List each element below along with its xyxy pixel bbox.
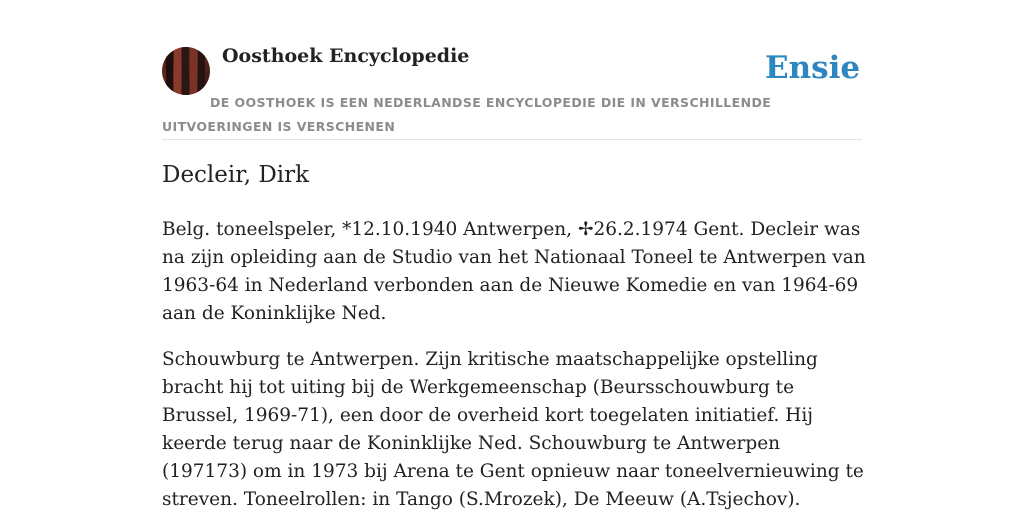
site-tagline: DE OOSTHOEK IS EEN NEDERLANDSE ENCYCLOPEDIE DIE IN VERSCHILLENDE UITVOERINGEN IS VERSCHENEN [162,95,772,134]
article-title: Decleir, Dirk [162,162,310,188]
header-divider [162,139,862,140]
article-paragraph: Schouwburg te Antwerpen. Zijn kritische maatschappelijke opstelling bracht hij tot uiting bij de Werkgemeenschap (Beursschouwburg te Brussel, 1969-71), een door de overheid kort toegelaten initiatief. Hij keerde terug naar de Koninklijke Ned. Schouwburg te Antwerpen (197173) om in 1973 bij Arena te Gent opnieuw naar toneelvernieuwing te streven. Toneelrollen: in Tango (S.Mrozek), De Meeuw (A.Tsjechov). [162,349,864,510]
encyclopedia-books-icon[interactable] [162,47,210,95]
brand-logo[interactable]: Ensie [765,50,861,86]
article-paragraph: Belg. toneelspeler, *12.10.1940 Antwerpen, ✢26.2.1974 Gent. Decleir was na zijn opleiding aan de Studio van het Nationaal Toneel te Antwerpen van 1963-64 in Nederland verbonden aan de Nieuwe Komedie en van 1964-69 aan de Koninklijke Ned. [162,219,866,324]
site-name[interactable]: Oosthoek Encyclopedie [222,45,470,67]
